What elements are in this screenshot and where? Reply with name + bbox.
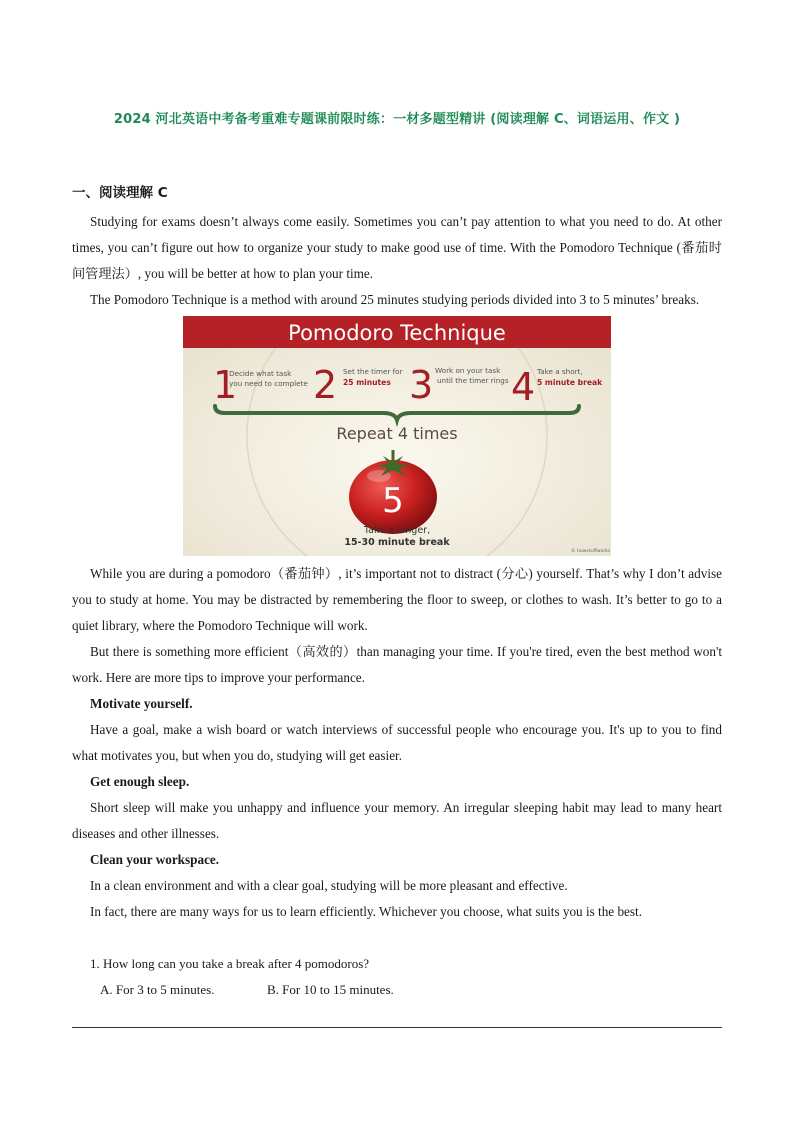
step-4-number: 4 bbox=[511, 365, 536, 409]
paragraph-4: But there is something more efficient（高效的）than managing your time. If you're tired, even the best method won't work. Here are more tips to improve your performance. bbox=[72, 644, 722, 685]
tip-heading-workspace: Clean your workspace. bbox=[90, 852, 220, 867]
question-1-options bbox=[72, 977, 722, 1003]
repeat-label: Repeat 4 times bbox=[336, 424, 458, 443]
section-heading: 一、阅读理解 C bbox=[72, 185, 168, 201]
paragraph-3: While you are during a pomodoro（番茄钟）, it’s important not to distract (分心) yourself. That’s why I don’t advise you to study at home. You may be distracted by remembering the floor to sweep, or clothes to wash. It’s better to go to a quiet library, where the Pomodoro Technique will work. bbox=[72, 566, 722, 633]
closing-paragraph: In fact, there are many ways for us to learn efficiently. Whichever you choose, what suits you is the best. bbox=[90, 904, 642, 919]
article-body bbox=[72, 183, 722, 1003]
step-2-number: 2 bbox=[313, 363, 338, 407]
figure-title: Pomodoro Technique bbox=[288, 321, 506, 345]
option-b: B. For 10 to 15 minutes. bbox=[267, 982, 394, 997]
credit: © howstuffworks bbox=[571, 549, 611, 554]
step-2-line2: 25 minutes bbox=[343, 378, 391, 387]
step-1-line1: Decide what task bbox=[229, 369, 292, 378]
page-title: 2024 河北英语中考备考重难专题课前限时练：一材多题型精讲 (阅读理解 C、词语运用、作文 ) bbox=[113, 112, 681, 127]
question-1: 1. How long can you take a break after 4 pomodoros? bbox=[90, 956, 370, 971]
tip-text-workspace: In a clean environment and with a clear goal, studying will be more pleasant and effective. bbox=[90, 878, 568, 893]
step-1-number: 1 bbox=[213, 363, 238, 407]
footer-line2: 15-30 minute break bbox=[344, 537, 450, 548]
tomato-number: 5 bbox=[382, 481, 404, 521]
footer-line1: Take a longer, bbox=[363, 525, 431, 536]
step-4-line1: Take a short, bbox=[537, 367, 583, 376]
option-a: A. For 3 to 5 minutes. bbox=[100, 982, 215, 997]
step-1-line2: you need to complete bbox=[229, 379, 308, 388]
tip-heading-sleep: Get enough sleep. bbox=[90, 774, 190, 789]
step-3-number: 3 bbox=[409, 363, 434, 407]
tip-text-sleep: Short sleep will make you unhappy and influence your memory. An irregular sleeping habit may lead to many heart diseases and other illnesses. bbox=[72, 800, 722, 841]
step-4-line2: 5 minute break bbox=[537, 378, 603, 387]
step-3-line2: until the timer rings bbox=[437, 376, 509, 385]
pomodoro-infographic bbox=[183, 316, 611, 556]
paragraph-2: The Pomodoro Technique is a method with around 25 minutes studying periods divided into 3 to 5 minutes’ breaks. bbox=[90, 292, 700, 307]
tip-heading-motivate: Motivate yourself. bbox=[90, 696, 193, 711]
paragraph-1: Studying for exams doesn’t always come easily. Sometimes you can’t pay attention to what you need to do. At other times, you can’t figure out how to organize your study to make good use of time. With the Pomodoro Technique (番茄时间管理法）, you will be better at how to plan your time. bbox=[72, 214, 722, 281]
step-3-line1: Work on your task bbox=[435, 366, 501, 375]
tip-text-motivate: Have a goal, make a wish board or watch interviews of successful people who encourage you. It's up to you to find what motivates you, but when you do, studying will get easier. bbox=[72, 722, 722, 763]
step-2-line1: Set the timer for bbox=[343, 367, 403, 376]
footer-rule bbox=[72, 1027, 722, 1028]
